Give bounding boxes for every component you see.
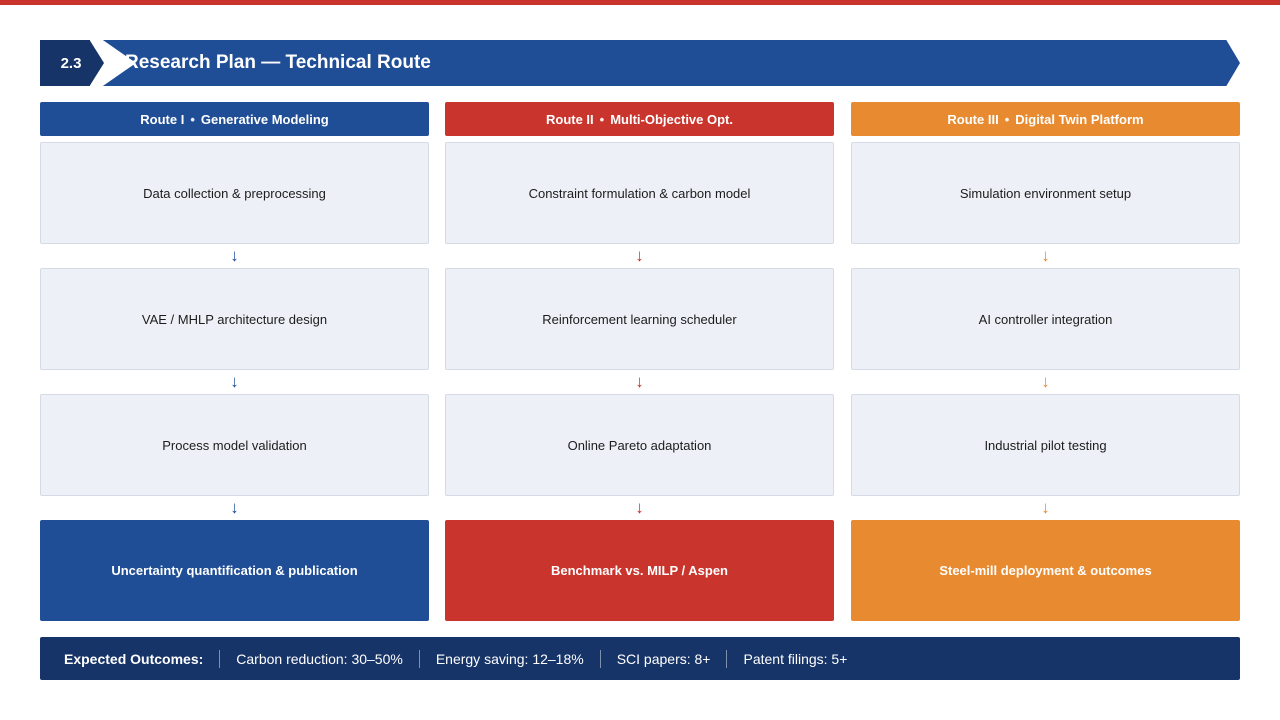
- down-arrow-icon: ↓: [230, 246, 239, 265]
- outcome-carbon-reduction: Carbon reduction: 30–50%: [219, 650, 419, 668]
- route-1-step-3: Process model validation: [40, 394, 429, 496]
- route-3-step-2: AI controller integration: [851, 268, 1240, 370]
- down-arrow-icon: ↓: [230, 498, 239, 517]
- route-2-step-2: Reinforcement learning scheduler: [445, 268, 834, 370]
- route-2-step-3: Online Pareto adaptation: [445, 394, 834, 496]
- route-3-final-outcome: Steel-mill deployment & outcomes: [851, 520, 1240, 621]
- route-header-2: [445, 102, 834, 136]
- top-accent-rule: [0, 0, 1280, 5]
- route-3-step-3: Industrial pilot testing: [851, 394, 1240, 496]
- outcomes-label: Expected Outcomes:: [64, 650, 204, 667]
- route-name: Digital Twin Platform: [1015, 111, 1144, 127]
- down-arrow-icon: ↓: [1041, 372, 1050, 391]
- route-1-final-outcome: Uncertainty quantification & publication: [40, 520, 429, 621]
- route-separator: •: [599, 111, 605, 127]
- outcome-patent-filings: Patent filings: 5+: [726, 650, 863, 668]
- route-header-1: [40, 102, 429, 136]
- expected-outcomes-bar: [40, 637, 1240, 680]
- route-1-step-1: Data collection & preprocessing: [40, 142, 429, 244]
- down-arrow-icon: ↓: [1041, 246, 1050, 265]
- route-1-step-2: VAE / MHLP architecture design: [40, 268, 429, 370]
- route-column-2: [445, 102, 834, 578]
- route-column-1: [40, 102, 429, 578]
- down-arrow-icon: ↓: [1041, 498, 1050, 517]
- down-arrow-icon: ↓: [635, 372, 644, 391]
- route-label: Route III: [947, 111, 999, 127]
- route-label: Route I: [140, 111, 185, 127]
- page-title: Research Plan — Technical Route: [125, 52, 431, 73]
- down-arrow-icon: ↓: [635, 498, 644, 517]
- route-name: Multi-Objective Opt.: [610, 111, 734, 127]
- down-arrow-icon: ↓: [635, 246, 644, 265]
- route-name: Generative Modeling: [200, 111, 329, 127]
- route-separator: •: [1004, 111, 1010, 127]
- outcome-sci-papers: SCI papers: 8+: [600, 650, 727, 668]
- route-label: Route II: [545, 111, 594, 127]
- title-bar: [40, 40, 1240, 86]
- section-number: 2.3: [40, 40, 102, 86]
- route-2-step-1: Constraint formulation & carbon model: [445, 142, 834, 244]
- outcome-energy-saving: Energy saving: 12–18%: [419, 650, 600, 668]
- route-3-step-1: Simulation environment setup: [851, 142, 1240, 244]
- route-header-3: [851, 102, 1240, 136]
- route-2-final-outcome: Benchmark vs. MILP / Aspen: [445, 520, 834, 621]
- route-separator: •: [190, 111, 195, 127]
- route-column-3: [851, 102, 1240, 578]
- down-arrow-icon: ↓: [230, 372, 239, 391]
